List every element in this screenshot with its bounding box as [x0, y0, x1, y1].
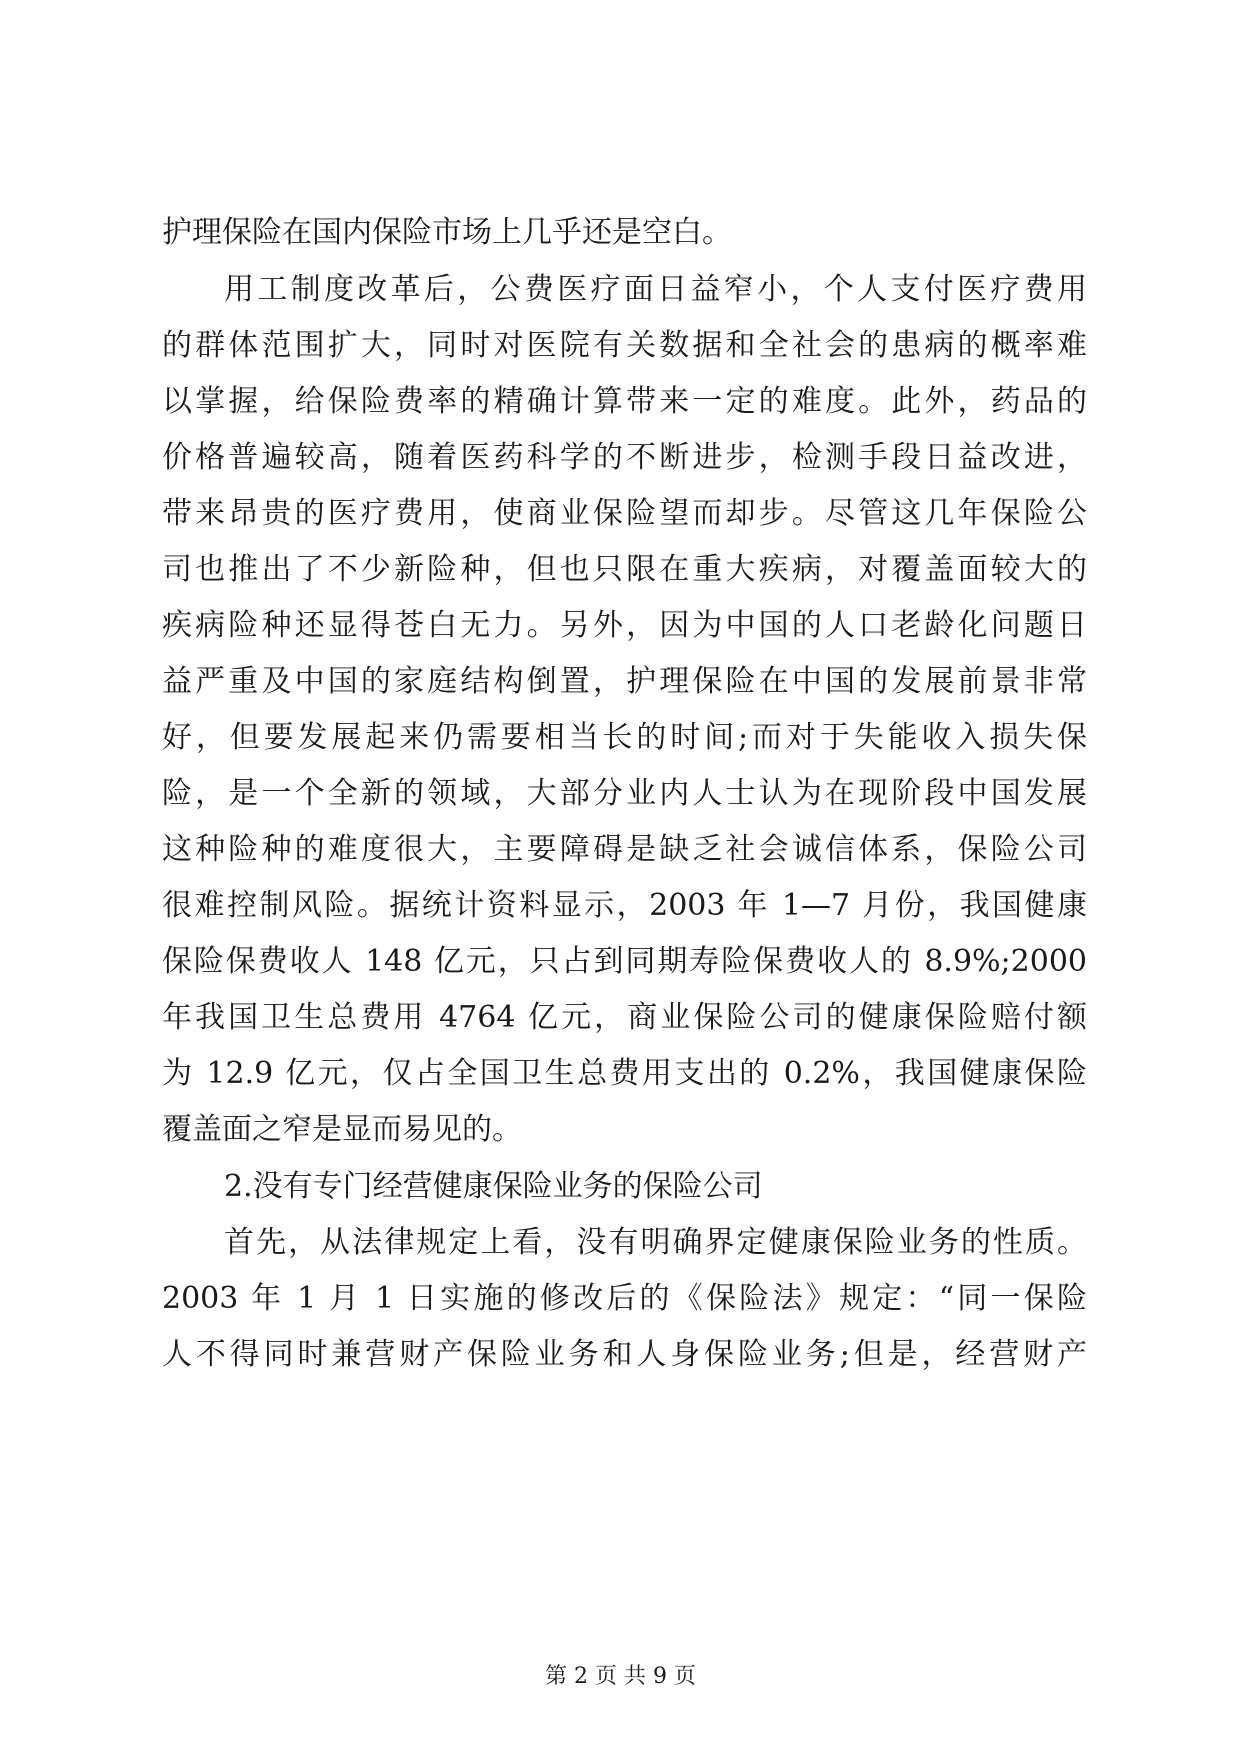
text-line-12: 这种险种的难度很大，主要障碍是缺乏社会诚信体系，保险公司 — [162, 832, 1087, 867]
text-line-8: 疾病险种还显得苍白无力。另外，因为中国的人口老龄化问题日 — [162, 608, 1087, 643]
text-line-7: 司也推出了不少新险种，但也只限在重大疾病，对覆盖面较大的 — [162, 552, 1087, 587]
text-line-2: 用工制度改革后，公费医疗面日益窄小，个人支付医疗费用 — [224, 272, 1087, 307]
text-line-14: 保险保费收人 148 亿元，只占到同期寿险保费收人的 8.9%;2000 — [162, 944, 1087, 979]
text-line-20: 2003 年 1 月 1 日实施的修改后的《保险法》规定：“同一保险 — [162, 1281, 1087, 1316]
text-line-3: 的群体范围扩大，同时对医院有关数据和全社会的患病的概率难 — [162, 328, 1087, 363]
section-heading: 2.没有专门经营健康保险业务的保险公司 — [224, 1169, 763, 1204]
text-line-19: 首先，从法律规定上看，没有明确界定健康保险业务的性质。 — [224, 1225, 1087, 1260]
text-line-16: 为 12.9 亿元，仅占全国卫生总费用支出的 0.2%，我国健康保险 — [162, 1056, 1087, 1091]
page-footer: 第 2 页 共 9 页 — [545, 1664, 696, 1689]
text-line-9: 益严重及中国的家庭结构倒置，护理保险在中国的发展前景非常 — [162, 664, 1087, 699]
text-line-21: 人不得同时兼营财产保险业务和人身保险业务;但是，经营财产 — [162, 1337, 1087, 1372]
text-line-13: 很难控制风险。据统计资料显示，2003 年 1—7 月份，我国健康 — [162, 888, 1087, 923]
text-line-4: 以掌握，给保险费率的精确计算带来一定的难度。此外，药品的 — [162, 384, 1087, 419]
text-line-1: 护理保险在国内保险市场上几乎还是空白。 — [162, 215, 732, 250]
text-line-5: 价格普遍较高，随着医药科学的不断进步，检测手段日益改进， — [162, 440, 1087, 475]
text-line-6: 带来昂贵的医疗费用，使商业保险望而却步。尽管这几年保险公 — [162, 496, 1087, 531]
text-line-15: 年我国卫生总费用 4764 亿元，商业保险公司的健康保险赔付额 — [162, 1000, 1087, 1035]
text-line-10: 好，但要发展起来仍需要相当长的时间;而对于失能收入损失保 — [162, 720, 1087, 755]
text-line-17: 覆盖面之窄是显而易见的。 — [162, 1112, 522, 1147]
text-line-11: 险，是一个全新的领域，大部分业内人士认为在现阶段中国发展 — [162, 776, 1087, 811]
